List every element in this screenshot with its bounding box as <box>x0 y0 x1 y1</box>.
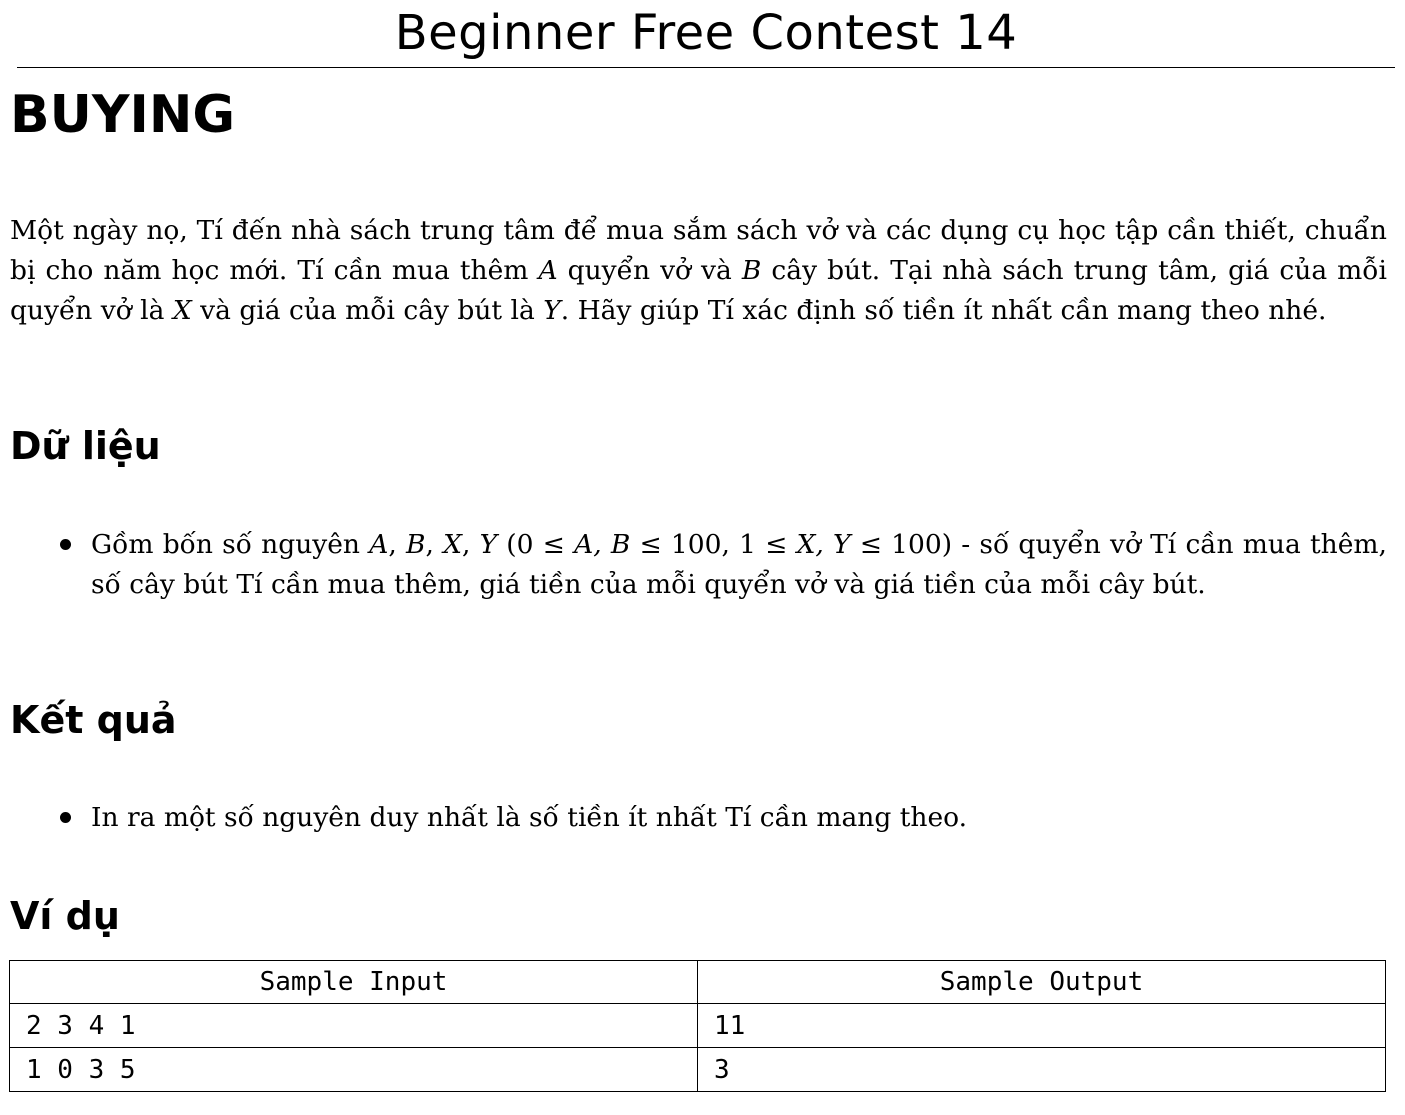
statement-text: . Hãy giúp Tí xác định số tiền ít nhất cần mang theo nhé. <box>560 295 1327 326</box>
list-item <box>0 798 1387 838</box>
item-text: In ra một số nguyên duy nhất là số tiền ít nhất Tí cần mang theo. <box>91 802 968 833</box>
sample-input-cell: 1 0 3 5 <box>10 1048 698 1092</box>
problem-title: BUYING <box>10 85 236 145</box>
variable-b: B <box>405 529 426 560</box>
examples-section-title: Ví dụ <box>10 894 120 938</box>
list-item <box>0 525 1387 605</box>
item-text: , <box>461 529 480 560</box>
statement-text: Một ngày nọ, Tí đến nhà sách trung tâm để mua sắm sách vở và các dụng cụ học tập cần thiết, chuẩn bị cho năm học mới. Tí cần mua thêm <box>10 215 1387 286</box>
variable-a: A <box>369 529 389 560</box>
sample-output-cell: 11 <box>698 1004 1386 1048</box>
variable-x-y: X, Y <box>796 529 851 560</box>
table-row <box>10 1048 1386 1092</box>
table-header-row <box>10 961 1386 1004</box>
item-text: ≤ 100, 1 ≤ <box>630 529 797 560</box>
sample-table <box>9 960 1386 1092</box>
statement-text: cây bút. Tại nhà sách trung tâm, giá của mỗi quyển vở là <box>10 255 1387 326</box>
problem-statement <box>10 211 1387 331</box>
variable-y: Y <box>543 295 561 326</box>
variable-a: A <box>538 255 558 286</box>
item-text: , <box>425 529 444 560</box>
bullet-icon <box>60 539 71 550</box>
table-row <box>10 1004 1386 1048</box>
sample-output-cell: 3 <box>698 1048 1386 1092</box>
contest-title: Beginner Free Contest 14 <box>394 5 1018 61</box>
item-text: ≤ 100) - số quyển vở Tí cần mua thêm, số cây bút Tí cần mua thêm, giá tiền của mỗi quyển vở và giá tiền của mỗi cây bút. <box>91 529 1387 600</box>
variable-b: B <box>741 255 762 286</box>
variable-a-b: A, B <box>574 529 631 560</box>
variable-y: Y <box>479 529 498 560</box>
sample-output-header: Sample Output <box>698 961 1386 1004</box>
sample-input-header: Sample Input <box>10 961 698 1004</box>
sample-input-cell: 2 3 4 1 <box>10 1004 698 1048</box>
item-text: Gồm bốn số nguyên <box>91 529 370 560</box>
output-description-list <box>0 798 1387 838</box>
statement-text: và giá của mỗi cây bút là <box>191 295 544 326</box>
header-divider <box>17 67 1395 68</box>
statement-text: quyển vở và <box>557 255 742 286</box>
bullet-icon <box>60 812 71 823</box>
output-section-title: Kết quả <box>10 698 177 742</box>
variable-x: X <box>443 529 462 560</box>
variable-x: X <box>172 295 192 326</box>
item-text: (0 ≤ <box>497 529 575 560</box>
input-description-list <box>0 525 1387 605</box>
input-section-title: Dữ liệu <box>10 424 161 468</box>
item-text: , <box>388 529 406 560</box>
